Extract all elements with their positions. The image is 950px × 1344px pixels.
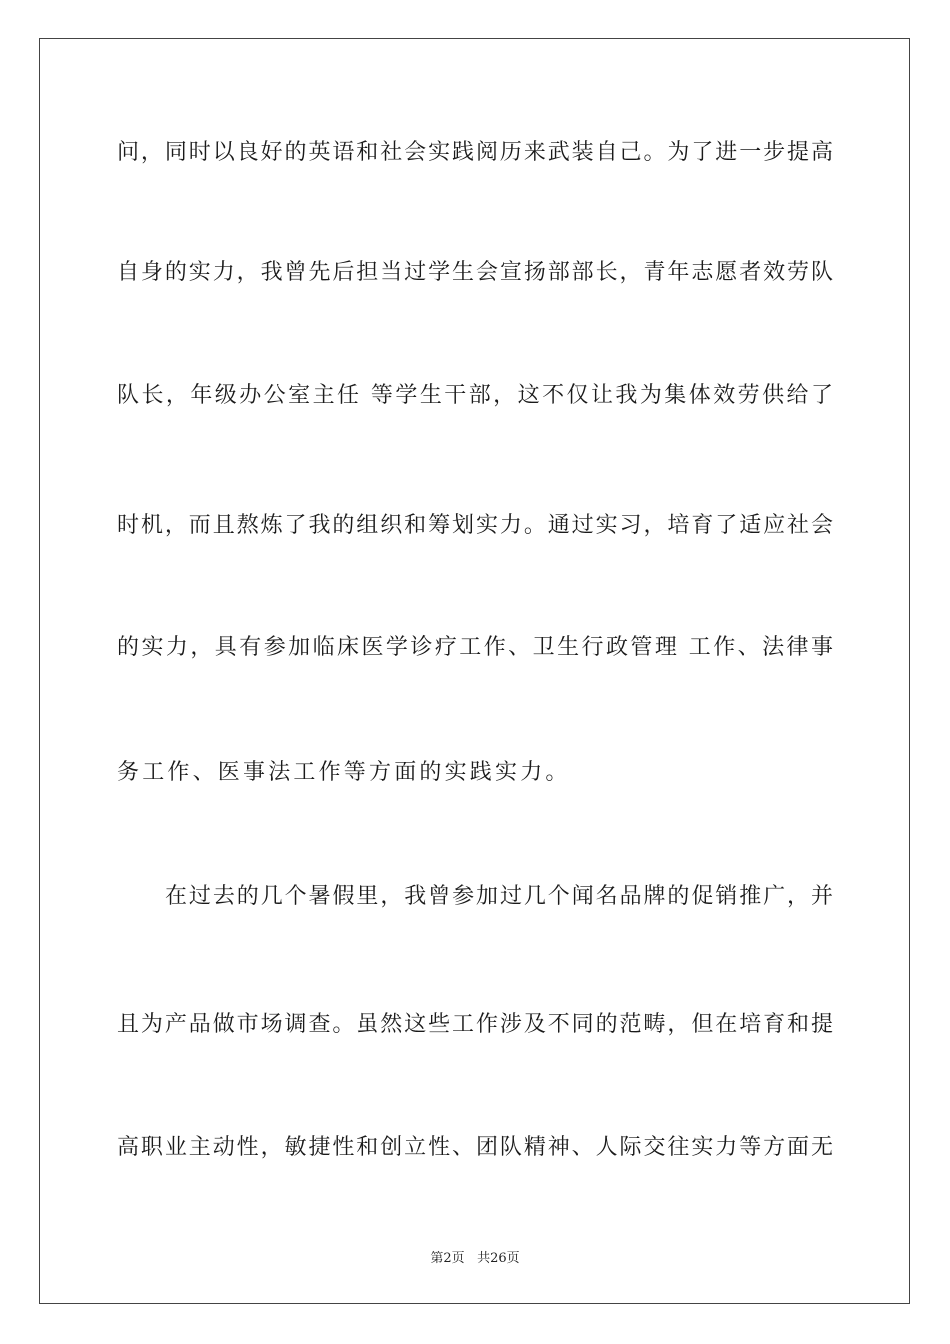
text-line-3: 队长，年级办公室主任 等学生干部，这不仅让我为集体效劳供给了 <box>117 383 833 408</box>
text-line-7: 在过去的几个暑假里，我曾参加过几个闻名品牌的促销推广，并 <box>165 884 833 909</box>
text-line-8: 且为产品做市场调查。虽然这些工作涉及不同的范畴，但在培育和提 <box>117 1012 833 1037</box>
page-total: 共26页 <box>477 1251 520 1266</box>
page-footer <box>0 1247 950 1266</box>
page-number: 第2页 <box>430 1251 465 1266</box>
text-line-5: 的实力，具有参加临床医学诊疗工作、卫生行政管理 工作、法律事 <box>117 635 833 660</box>
page-border <box>39 38 910 1304</box>
text-line-6: 务工作、医事法工作等方面的实践实力。 <box>117 760 571 785</box>
text-line-4: 时机，而且熬炼了我的组织和筹划实力。通过实习，培育了适应社会 <box>117 513 833 538</box>
text-line-2: 自身的实力，我曾先后担当过学生会宣扬部部长，青年志愿者效劳队 <box>117 260 833 285</box>
text-line-9: 高职业主动性，敏捷性和创立性、团队精神、人际交往实力等方面无 <box>117 1135 833 1160</box>
text-line-1: 问，同时以良好的英语和社会实践阅历来武装自己。为了进一步提高 <box>117 140 833 165</box>
